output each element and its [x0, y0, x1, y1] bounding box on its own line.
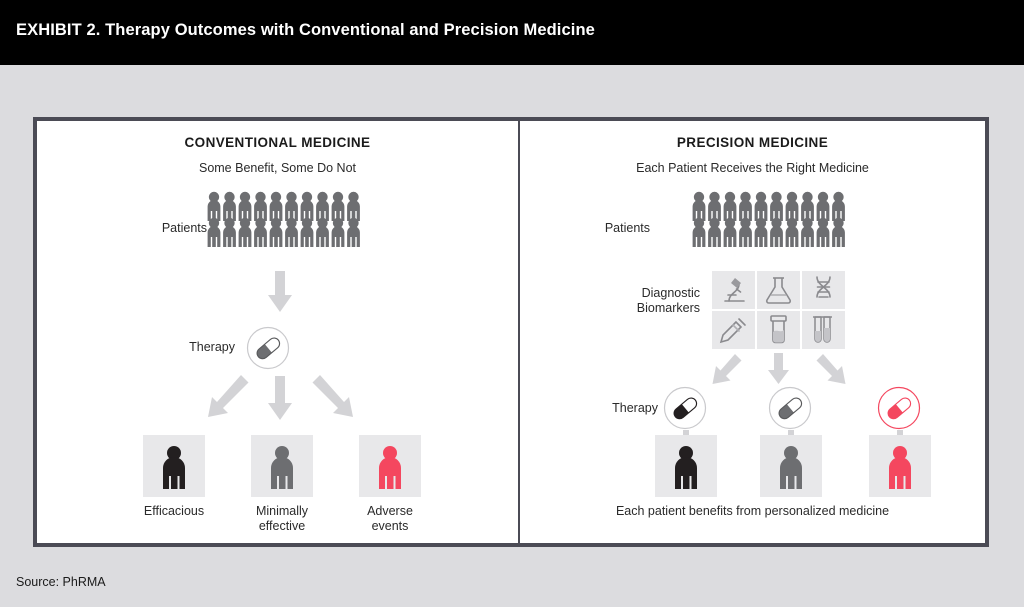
precision-patient-group	[692, 189, 852, 259]
arrow-down-patients-to-therapy	[267, 271, 293, 313]
flask-icon	[757, 271, 800, 309]
pill-dark-icon	[663, 386, 707, 430]
arrow-branch-left	[197, 373, 249, 419]
conventional-title: CONVENTIONAL MEDICINE	[184, 135, 371, 150]
precision-title: PRECISION MEDICINE	[676, 135, 829, 150]
caption-minimally-effective-line1: Minimally effective	[255, 504, 309, 533]
precision-outcome-tile-3	[869, 435, 931, 497]
header-bar	[0, 0, 1024, 65]
precision-outcome-tile-1	[655, 435, 717, 497]
conventional-subtitle: Some Benefit, Some Do Not	[198, 161, 357, 175]
dna-icon	[802, 271, 845, 309]
caption-adverse-events-line1: Adverse events	[367, 504, 413, 533]
precision-patients-label: Patients	[604, 221, 650, 235]
dropper-icon	[712, 311, 755, 349]
microscope-icon	[712, 271, 755, 309]
arrow-biomarker-to-pill-2	[768, 353, 790, 385]
page-title: EXHIBIT 2. Therapy Outcomes with Conventional and Precision Medicine	[16, 21, 595, 39]
arrow-branch-right	[312, 373, 364, 419]
outcome-tile-efficacious	[143, 435, 205, 497]
source-note: Source: PhRMA	[16, 575, 106, 589]
biomarkers-label-line1: Diagnostic	[641, 286, 700, 300]
caption-efficacious: Efficacious	[143, 504, 205, 518]
outcome-tile-adverse-events	[359, 435, 421, 497]
pill-red-icon	[877, 386, 921, 430]
panel-precision	[520, 121, 985, 543]
conventional-therapy-label: Therapy	[189, 340, 235, 354]
arrow-biomarker-to-pill-3	[814, 353, 848, 385]
precision-caption: Each patient benefits from personalized medicine	[615, 504, 890, 518]
therapy-pill-icon	[246, 326, 290, 370]
precision-outcome-tile-2	[760, 435, 822, 497]
caption-adverse-events	[350, 504, 430, 534]
precision-biomarkers-label	[618, 286, 700, 316]
exhibit-frame	[33, 117, 989, 547]
precision-subtitle: Each Patient Receives the Right Medicine	[636, 161, 869, 175]
specimen-jar-icon	[757, 311, 800, 349]
conventional-patient-group	[207, 189, 367, 259]
arrow-biomarker-to-pill-1	[710, 353, 744, 385]
conventional-patients-label: Patients	[161, 221, 207, 235]
arrow-branch-center	[267, 376, 293, 421]
panel-conventional	[37, 121, 518, 543]
outcome-tile-minimally-effective	[251, 435, 313, 497]
biomarkers-label-line2: Biomarkers	[636, 301, 700, 315]
caption-minimally-effective	[242, 504, 322, 534]
pill-gray-icon	[768, 386, 812, 430]
precision-therapy-label: Therapy	[612, 401, 658, 415]
test-tubes-icon	[802, 311, 845, 349]
